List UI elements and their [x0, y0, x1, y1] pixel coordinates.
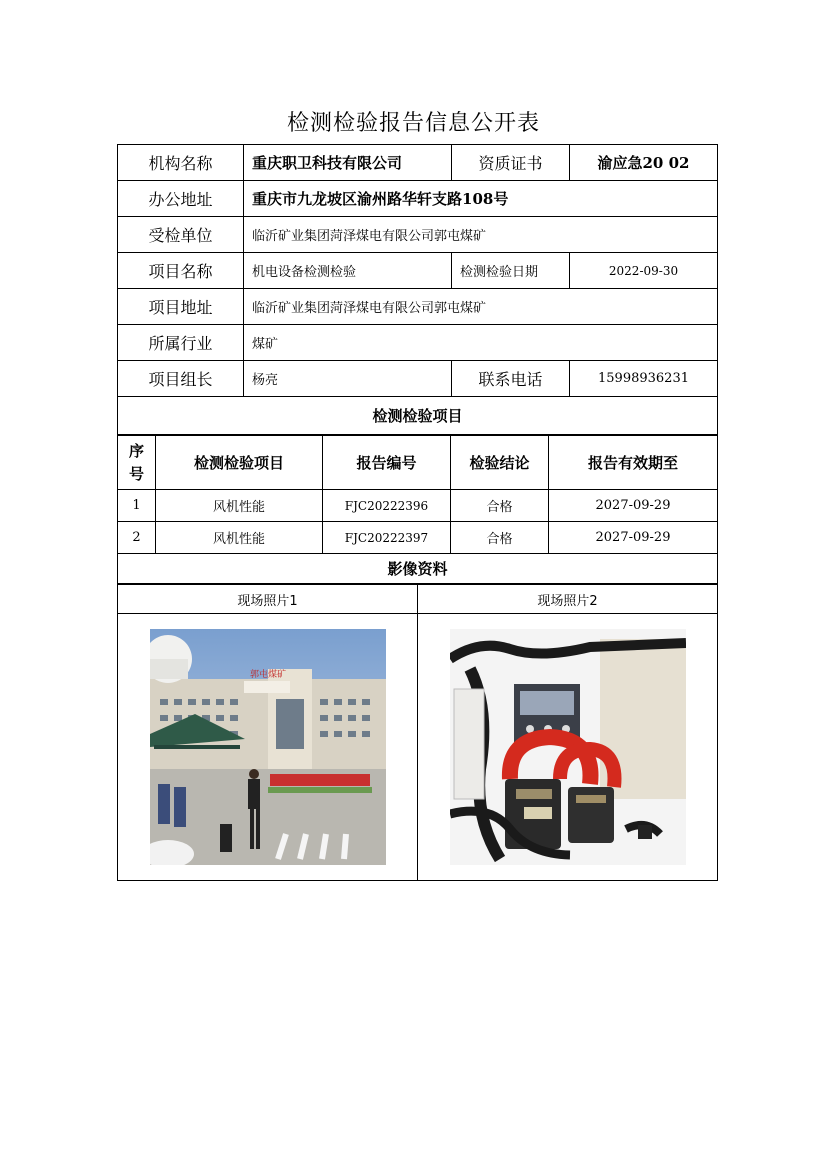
table-row — [118, 217, 718, 253]
cell-item: 风机性能 — [156, 522, 323, 554]
table-row — [118, 397, 718, 435]
table-row — [118, 585, 718, 614]
table-header-row — [118, 436, 718, 490]
info-table — [117, 144, 718, 435]
org-label: 机构名称 — [118, 145, 244, 181]
photo-label-2: 现场照片2 — [418, 585, 718, 614]
cell-valid-until: 2027-09-29 — [549, 490, 718, 522]
cell-seq: 2 — [118, 522, 156, 554]
page-title: 检测检验报告信息公开表 — [286, 111, 540, 136]
date-value: 2022-09-30 — [570, 253, 718, 289]
table-row — [118, 289, 718, 325]
table-row — [118, 253, 718, 289]
cell-report-no: FJC20222396 — [323, 490, 451, 522]
table-row — [118, 145, 718, 181]
items-section-title: 检测检验项目 — [118, 397, 718, 435]
cert-value: 渝应急20 02 — [570, 145, 718, 181]
table-row — [118, 522, 718, 554]
col-header-item: 检测检验项目 — [156, 436, 323, 490]
leader-label: 项目组长 — [118, 361, 244, 397]
address-value: 重庆市九龙坡区渝州路华轩支路108号 — [244, 181, 718, 217]
items-table — [117, 435, 718, 584]
site-label: 项目地址 — [118, 289, 244, 325]
client-label: 受检单位 — [118, 217, 244, 253]
cell-conclusion: 合格 — [451, 490, 549, 522]
site-value: 临沂矿业集团菏泽煤电有限公司郭屯煤矿 — [244, 289, 718, 325]
cell-conclusion: 合格 — [451, 522, 549, 554]
table-row — [118, 361, 718, 397]
photo-cell-1 — [118, 614, 418, 881]
date-label: 检测检验日期 — [452, 253, 570, 289]
table-row — [118, 614, 718, 881]
col-header-valid-until: 报告有效期至 — [549, 436, 718, 490]
col-header-seq: 序号 — [118, 436, 156, 490]
org-value: 重庆职卫科技有限公司 — [244, 145, 452, 181]
cell-report-no: FJC20222397 — [323, 522, 451, 554]
cell-valid-until: 2027-09-29 — [549, 522, 718, 554]
industry-label: 所属行业 — [118, 325, 244, 361]
project-value: 机电设备检测检验 — [244, 253, 452, 289]
photo-label-1: 现场照片1 — [118, 585, 418, 614]
cert-label: 资质证书 — [452, 145, 570, 181]
table-row — [118, 554, 718, 584]
project-label: 项目名称 — [118, 253, 244, 289]
photos-section-title: 影像资料 — [118, 554, 718, 584]
table-row — [118, 181, 718, 217]
phone-label: 联系电话 — [452, 361, 570, 397]
client-value: 临沂矿业集团菏泽煤电有限公司郭屯煤矿 — [244, 217, 718, 253]
photo-cell-2 — [418, 614, 718, 881]
leader-value: 杨亮 — [244, 361, 452, 397]
address-label: 办公地址 — [118, 181, 244, 217]
site-photo-equipment — [450, 629, 686, 865]
building-sign: 郭屯煤矿 — [249, 670, 286, 680]
industry-value: 煤矿 — [244, 325, 718, 361]
col-header-report-no: 报告编号 — [323, 436, 451, 490]
cell-seq: 1 — [118, 490, 156, 522]
phone-value: 15998936231 — [570, 361, 718, 397]
site-photo-building — [150, 629, 386, 865]
col-header-conclusion: 检验结论 — [451, 436, 549, 490]
table-row — [118, 490, 718, 522]
table-row — [118, 325, 718, 361]
photos-table — [117, 584, 718, 881]
cell-item: 风机性能 — [156, 490, 323, 522]
